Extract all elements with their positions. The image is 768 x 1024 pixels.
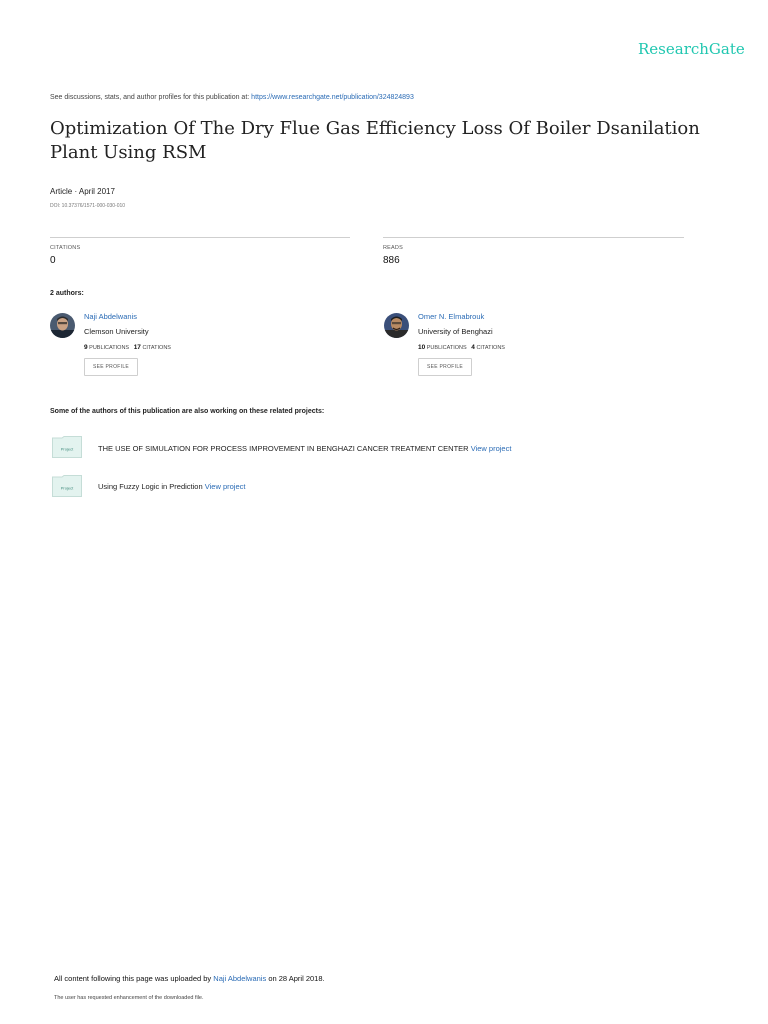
see-profile-button[interactable]: SEE PROFILE: [84, 358, 138, 376]
project-item: [98, 444, 511, 453]
discussion-line: [50, 94, 414, 101]
author-citations-count: 17: [133, 344, 141, 351]
author-name[interactable]: Omer N. Elmabrouk: [418, 312, 485, 321]
upload-note: [54, 974, 325, 983]
author-publications-label: PUBLICATIONS: [426, 345, 467, 351]
author-affiliation: University of Benghazi: [418, 327, 493, 336]
publication-type-date: Article · April 2017: [50, 187, 115, 196]
reads-divider: [383, 237, 684, 238]
project-folder-icon: [52, 475, 82, 497]
project-folder-icon: [52, 436, 82, 458]
researchgate-logo[interactable]: ResearchGate: [638, 40, 745, 58]
project-icon-label: Project: [60, 485, 74, 491]
project-item: [98, 482, 245, 491]
author-name-link[interactable]: [84, 312, 137, 321]
reads-value: 886: [383, 255, 400, 266]
related-projects-heading: Some of the authors of this publication are also working on these related projects:: [50, 408, 325, 415]
author-avatar[interactable]: [50, 313, 75, 338]
author-name-link[interactable]: [418, 312, 484, 321]
discussion-text: See discussions, stats, and author profiles for this publication at:: [50, 94, 252, 101]
view-project-link[interactable]: View project: [204, 482, 246, 491]
view-project-link[interactable]: View project: [470, 444, 512, 453]
author-stats: [84, 344, 171, 351]
author-publications-count: 10: [418, 344, 426, 351]
author-publications-count: 9: [84, 344, 88, 351]
author-name[interactable]: Naji Abdelwanis: [84, 312, 137, 321]
authors-heading: 2 authors:: [50, 290, 84, 297]
publication-url-link[interactable]: https://www.researchgate.net/publication/324824893: [251, 94, 414, 101]
enhancement-note: The user has requested enhancement of the downloaded file.: [54, 995, 204, 1001]
author-citations-label: CITATIONS: [476, 345, 505, 351]
citations-label: CITATIONS: [50, 245, 81, 251]
author-affiliation: Clemson University: [84, 327, 149, 336]
author-stats: [418, 344, 505, 351]
upload-suffix: on 28 April 2018.: [266, 974, 325, 983]
publication-title: Optimization Of The Dry Flue Gas Efficiency Loss Of Boiler Dsanilation Plant Using RSM: [50, 118, 700, 163]
publication-doi: DOI: 10.37376/1571-000-030-010: [50, 203, 126, 209]
reads-label: READS: [383, 245, 403, 251]
project-title: THE USE OF SIMULATION FOR PROCESS IMPROVEMENT IN BENGHAZI CANCER TREATMENT CENTER: [98, 444, 469, 453]
author-avatar[interactable]: [384, 313, 409, 338]
author-citations-count: 4: [471, 344, 475, 351]
author-citations-label: CITATIONS: [142, 345, 171, 351]
author-publications-label: PUBLICATIONS: [89, 345, 130, 351]
uploader-link[interactable]: Naji Abdelwanis: [213, 974, 267, 983]
upload-prefix: All content following this page was uploaded by: [54, 974, 214, 983]
project-icon-label: Project: [60, 446, 74, 452]
see-profile-button[interactable]: SEE PROFILE: [418, 358, 472, 376]
citations-value: 0: [50, 255, 56, 266]
citations-divider: [50, 237, 350, 238]
project-title: Using Fuzzy Logic in Prediction: [98, 482, 203, 491]
